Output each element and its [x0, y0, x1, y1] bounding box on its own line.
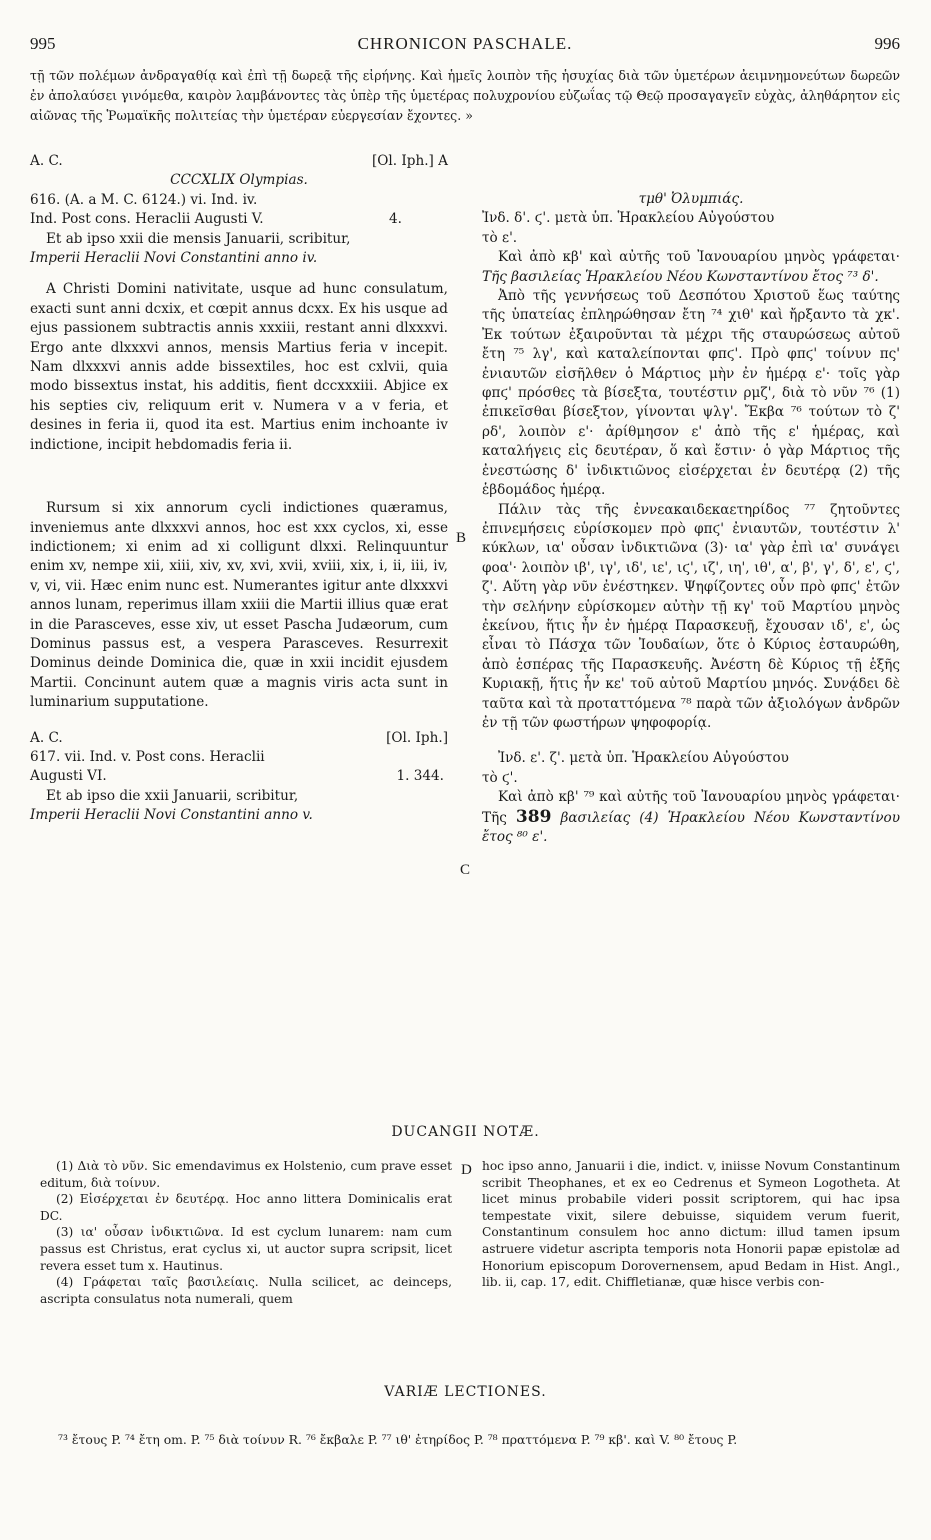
- margin-marker-d: D: [461, 1162, 472, 1178]
- entry-616-line-a: 616. (A. a M. C. 6124.) vi. Ind. iv.: [30, 191, 258, 208]
- left-column: [30, 152, 448, 826]
- notes-right: [482, 1158, 900, 1291]
- left-paragraph-1: A Christi Domini nativitate, usque ad hunc consulatum, exacti sunt anni dcxix, et cœpit annus dcxx. Ex his usque ad ejus passionem subtractis annis xxxiii, restant anni dlxxxvi. Ergo ante dlxxxvi annos, mensis Martius feria v incepit. Nam dlxxxvi annis adde bissextiles, hoc est cxlvii, quia modo bissextus instat, his additis, fient dccxxxiii. Abjice ex his septies civ, reliquum erit v. Numera v a v feria, et desines in feria ii, quod ita est. Martius enim inchoante iv indictione, incipit hebdomadis feria ii.: [30, 281, 448, 453]
- variae-heading: VARIÆ LECTIONES.: [384, 1384, 547, 1400]
- left-paragraph-2: Rursum si xix annorum cycli indictiones quæramus, inveniemus ante dlxxxvi annos, hoc est xxx cyclos, xi, esse indictionem; xi enim ad xi colligunt dlxxi. Relinquuntur enim xv, nempe xii, xiii, xiv, xv, xvi, xvii, xviii, xix, i, ii, iii, iv, v, vi, vii. Hæc enim nunc est. Numerantes igitur ante dlxxxvi annos lunam, reperimus illam xxiii die Martii illius quæ erat in die Parasceves, esse xiv, ut esset Pascha Judæorum, cum Dominus passus est, a vespera Parasceves. Resurrexit Dominus deinde Dominica die, quæ in xxii incidit ejusdem Martii. Concinunt autem quæ a magnis viris acta sunt in luminarium supputatione.: [30, 500, 448, 711]
- entry-616-greek-main: Καὶ ἀπὸ κβ' καὶ αὐτῆς τοῦ Ἰανουαρίου μηνὸς γράφεται·: [498, 249, 900, 266]
- entry-616-cons: Ind. Post cons. Heraclii Augusti V.: [30, 211, 264, 228]
- right-paragraph-1: Ἀπὸ τῆς γεννήσεως τοῦ Δεσπότου Χριστοῦ ἕως ταύτης τῆς ὑπατείας ἐπληρώθησαν ἔτη ⁷⁴ χιθ' καὶ ἤρξαντο τὰ χκ'. Ἐκ τούτων ἐξαιροῦνται τὰ μέχρι τῆς σταυρώσεως αὐτοῦ ἔτη ⁷⁵ λγ', καὶ καταλείπονται φπϛ'. Πρὸ φπϛ' τοίνυν πς' ἐνιαυτῶν εἰσῆλθεν ὁ Μάρτιος μὴν ἐν ἡμέρᾳ ε'· τοῖς γὰρ φπϛ' πρόσθες τὰ βίσεξτα, τουτέστιν ρμζ', διὰ τὸ νῦν ⁷⁶ (1) ἐπικεῖσθαι βίσεξτον, γίνονται ψλγ'. Ἔκβα ⁷⁶ τούτων τὸ ζ' ρδ', λοιπὸν ε'· ἀρίθμησον ε' ἀπὸ τῆς ε' ἡμέρας, καὶ καταλήγεις εἰς δευτέραν, ὅ καὶ ἔστιν· ὁ γὰρ Μάρτιος τῆς ἐνεστώσης δ' ἰνδικτιῶνος εἰσέρχεται ἐν δευτέρᾳ (2) τῆς ἑβδομάδος ἡμέρᾳ.: [482, 288, 900, 499]
- ac-label-2: A. C.: [30, 729, 63, 746]
- left-era-labels-2: [30, 729, 448, 748]
- entry-617-italic: Imperii Heraclii Novi Constantini anno v.: [30, 807, 313, 824]
- margin-marker-b: B: [456, 530, 467, 546]
- ol-label-2: [Ol. Iph.]: [386, 729, 448, 746]
- entry-616-line-b: [30, 210, 448, 229]
- entry-617-greek-b: τὸ ϛ'.: [482, 769, 518, 786]
- entry-617-greek-italic: βασιλείας (4) Ἡρακλείου Νέου Κωνσταντίνου ἔτος ⁸⁰ ε'.: [482, 809, 900, 845]
- intro-paragraph: τῇ τῶν πολέμων ἀνδραγαθίᾳ καὶ ἐπὶ τῇ δωρεᾷ τῆς εἰρήνης. Καὶ ἡμεῖς λοιπὸν τῆς ἡσυχίας διὰ τῶν ὑμετέρων ἀειμνημονεύτων δωρεῶν ἐν ἀπολαύσει γινόμεθα, καιρὸν λαμβάνοντες τὰς ὑπὲρ τῆς ὑμετέρας πολυχρονίου εὐζωΐας τῷ Θεῷ προσαγαγεῖν εὐχὰς, ἀληθάρητον εἰς αἰῶνας τῆς Ῥωμαϊκῆς πολιτείας τὴν ὑμετέραν εὐεργεσίαν ἔχοντες. »: [30, 68, 900, 123]
- entry-617-text: Et ab ipso die xxii Januarii, scribitur,: [46, 787, 299, 804]
- olympias-heading-greek: τμθ' Ὀλυμπιάς.: [638, 191, 744, 207]
- entry-616-greek-text: [482, 248, 900, 287]
- page-number-left: 995: [30, 34, 56, 53]
- ol-label: [Ol. Iph.] A: [371, 153, 448, 169]
- ducange-heading: DUCANGII NOTÆ.: [391, 1124, 540, 1140]
- notes-left: [40, 1158, 452, 1307]
- note-4: (4) Γράφεται ταῖς βασιλείαις. Nulla scilicet, ac deinceps, ascripta consulatus nota numerali, quem: [40, 1275, 452, 1306]
- running-header: [30, 34, 900, 58]
- note-1: (1) Διὰ τὸ νῦν. Sic emendavimus ex Holstenio, cum prave esset editum, διὰ τοίνυν.: [40, 1159, 452, 1190]
- entry-617-num: 1. 344.: [396, 768, 444, 785]
- margin-marker-c: C: [460, 862, 471, 878]
- entry-616-text: Et ab ipso xxii die mensis Januarii, scribitur,: [46, 230, 351, 247]
- entry-616-italic: Imperii Heraclii Novi Constantini anno iv.: [30, 250, 318, 267]
- entry-617-greek-a: Ἰνδ. ε'. ζ'. μετὰ ὑπ. Ἡρακλείου Αὐγούστου: [498, 750, 789, 767]
- left-era-labels: [30, 152, 448, 171]
- entry-617-greek-text: [482, 788, 900, 847]
- variae-lectiones-text: ⁷³ ἔτους P. ⁷⁴ ἔτη om. P. ⁷⁵ διὰ τοίνυν R. ⁷⁶ ἔκβαλε P. ⁷⁷ ιθ' ἐτηρίδος P. ⁷⁸ πραττόμενα P. ⁷⁹ κβ'. καὶ V. ⁸⁰ ἔτους P.: [58, 1432, 738, 1447]
- olympias-heading-latin: CCCXLIX Olympias.: [170, 172, 308, 189]
- entry-616-num: 4.: [389, 211, 402, 228]
- page-number-right: 996: [874, 34, 900, 53]
- ac-label: A. C.: [30, 153, 63, 169]
- entry-617-line-a: 617. vii. Ind. v. Post cons. Heraclii: [30, 748, 265, 765]
- entry-617-aug: Augusti VI.: [30, 768, 107, 785]
- note-2: (2) Εἰσέρχεται ἐν δευτέρᾳ. Hoc anno littera Dominicalis erat DC.: [40, 1192, 452, 1223]
- note-3: (3) ια' οὖσαν ἰνδικτιῶνα. Id est cyclum lunarem: nam cum passus est Christus, erat cyclus xi, ut auctor supra scripsit, licet revera esset tum x. Hautinus.: [40, 1225, 452, 1273]
- right-column: [482, 190, 900, 847]
- entry-616-greek-b: τὸ ε'.: [482, 229, 518, 246]
- entry-616-greek-a: Ἰνδ. δ'. ϛ'. μετὰ ὑπ. Ἡρακλείου Αὐγούστου: [482, 210, 775, 227]
- entry-617-greek-main: Καὶ ἀπὸ κβ' ⁷⁹ καὶ αὐτῆς τοῦ Ἰανουαρίου μηνὸς γράφεται·: [498, 789, 900, 806]
- entry-616-greek-italic: Τῆς βασιλείας Ἡρακλείου Νέου Κωνσταντίνου ἔτος ⁷³ δ'.: [482, 268, 879, 285]
- note-continuation: hoc ipso anno, Januarii i die, indict. v, iniisse Novum Constantinum scribit Theophanes, et ex eo Cedrenus et Symeon Logotheta. At licet minus probabile videri possit scriptorem, qui hac ipsa tempestate vixit, silere debuisse, siquidem verum fuerit, Constantinum consulem hoc anno dictum: illud tamen ipsum astruere videtur ascripta temporis nota Honorii papæ epistolæ ad Honorium episcopum Dorovernensem, apud Bedam in Hist. Angl., lib. ii, cap. 17, edit. Chiffletianæ, quæ hisce verbis con-: [482, 1159, 900, 1290]
- entry-617-line-b: [30, 767, 448, 786]
- entry-617-greek-tes: Τῆς: [482, 809, 507, 826]
- right-paragraph-2: Πάλιν τὰς τῆς ἐννεακαιδεκαετηρίδος ⁷⁷ ζητοῦντες ἐπινεμήσεις εὑρίσκομεν πρὸ φπϛ' ἐνιαυτῶν, τουτέστιν λ' κύκλων, ια' οὖσαν ἰνδικτιῶνα (3)· ια' γὰρ ἐπὶ ια' συνάγει φοα'· λοιπὸν ιβ', ιγ', ιδ', ιε', ιϛ', ιζ', ιη', ιθ', α', β', γ', δ', ε', ϛ', ζ'. Αὕτη γὰρ νῦν ἐνέστηκεν. Ψηφίζοντες οὖν πρὸ φπϛ' ἐτῶν τὴν σελήνην εὑρίσκομεν αὐτὴν τῇ κγ' τοῦ Μαρτίου μηνὸς ἐκείνου, ἥτις ἦν ἐν ἡμέρᾳ Παρασκευῇ, ἔχουσαν ιδ', ε', ὡς εἶναι τὸ Πάσχα τῶν Ἰουδαίων, ὅτε ὁ Κύριος ἐσταυρώθη, ἀπὸ ἑσπέρας τῆς Παρασκευῆς. Ἀνέστη δὲ Κύριος τῇ ἑξῆς Κυριακῇ, ἥτις ἦν κε' τοῦ αὐτοῦ Μαρτίου μηνός. Συνᾴδει δὲ ταῦτα καὶ τὰ προταττόμενα ⁷⁸ παρὰ τῶν ἀξιολόγων ἀνδρῶν ἐν τῇ τῶν φωστήρων ψηφοφορίᾳ.: [482, 501, 900, 731]
- column-number-389: 389: [515, 806, 552, 827]
- running-title: CHRONICON PASCHALE.: [357, 34, 573, 53]
